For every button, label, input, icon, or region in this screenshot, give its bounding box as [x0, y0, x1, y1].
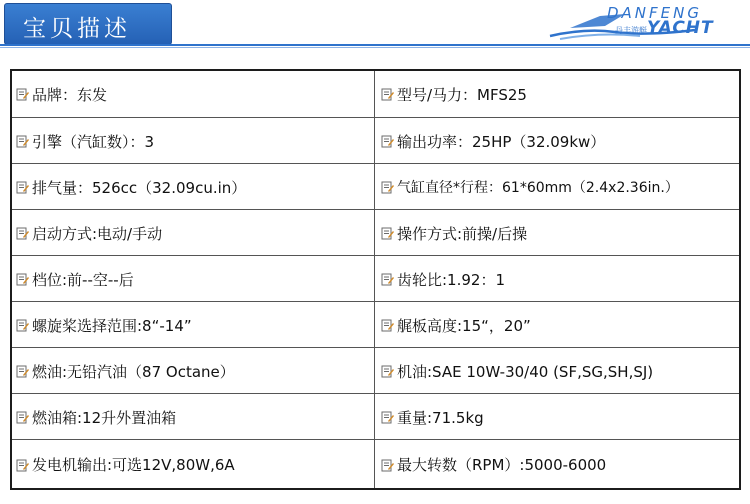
note-icon [16, 226, 30, 240]
page-header [0, 0, 750, 48]
spec-cell [381, 164, 735, 210]
spec-label: 燃油箱:12升外置油箱 [32, 408, 177, 427]
spec-table [10, 69, 741, 490]
spec-row [12, 393, 739, 440]
spec-cell [381, 440, 735, 489]
brand-logo [545, 4, 745, 42]
spec-label: 重量:71.5kg [397, 408, 484, 427]
spec-cell [16, 302, 372, 348]
spec-cell [16, 210, 372, 256]
spec-cell [16, 440, 372, 489]
spec-row [12, 209, 739, 256]
spec-label: 引擎（汽缸数）：3 [32, 132, 155, 151]
logo-text-bottom: YACHT [647, 18, 714, 38]
spec-cell [381, 256, 735, 302]
spec-row [12, 301, 739, 348]
spec-cell [381, 394, 735, 440]
note-icon [381, 226, 395, 240]
spec-row [12, 439, 739, 489]
spec-cell [381, 210, 735, 256]
spec-label: 气缸直径*行程：61*60mm（2.4x2.36in.） [397, 180, 679, 196]
spec-cell [16, 164, 372, 210]
spec-label: 机油:SAE 10W-30/40 (SF,SG,SH,SJ) [397, 362, 654, 381]
spec-label: 齿轮比:1.92：1 [397, 270, 505, 289]
spec-cell [16, 71, 372, 117]
note-icon [381, 134, 395, 148]
spec-cell [16, 348, 372, 394]
spec-label: 型号/马力：MFS25 [397, 85, 527, 104]
spec-label: 启动方式:电动/手动 [32, 224, 163, 243]
spec-cell [16, 394, 372, 440]
spec-row [12, 117, 739, 164]
spec-row [12, 163, 739, 210]
spec-label: 操作方式:前操/后操 [397, 224, 528, 243]
spec-label: 品牌：东发 [32, 85, 108, 104]
spec-cell [16, 118, 372, 164]
spec-label: 档位:前--空--后 [32, 270, 134, 289]
section-tab [4, 3, 172, 45]
spec-label: 排气量：526cc（32.09cu.in） [32, 178, 247, 197]
note-icon [381, 272, 395, 286]
note-icon [381, 180, 395, 194]
spec-label: 发电机输出:可选12V,80W,6A [32, 456, 235, 474]
note-icon [16, 87, 30, 101]
logo-text-top: DANFENG [607, 4, 702, 22]
spec-label: 螺旋桨选择范围:8“-14” [32, 316, 192, 335]
spec-cell [381, 302, 735, 348]
note-icon [381, 87, 395, 101]
spec-cell [16, 256, 372, 302]
header-divider-thin [0, 47, 750, 48]
note-icon [16, 318, 30, 332]
note-icon [16, 458, 30, 472]
note-icon [16, 364, 30, 378]
note-icon [16, 180, 30, 194]
header-divider [0, 44, 750, 46]
spec-label: 最大转数（RPM）:5000-6000 [397, 456, 607, 474]
spec-row [12, 255, 739, 302]
note-icon [16, 272, 30, 286]
spec-row [12, 71, 739, 117]
spec-label: 输出功率：25HP（32.09kw） [397, 132, 606, 151]
spec-cell [381, 348, 735, 394]
spec-cell [381, 118, 735, 164]
note-icon [16, 410, 30, 424]
spec-cell [381, 71, 735, 117]
spec-label: 燃油:无铅汽油（87 Octane） [32, 362, 235, 381]
logo-text-cn: 丹丰游艇 [615, 26, 647, 35]
note-icon [381, 364, 395, 378]
spec-label: 艉板高度:15“，20” [397, 316, 531, 335]
spec-row [12, 347, 739, 394]
note-icon [381, 318, 395, 332]
note-icon [381, 458, 395, 472]
section-title: 宝贝描述 [23, 16, 131, 42]
note-icon [16, 134, 30, 148]
note-icon [381, 410, 395, 424]
